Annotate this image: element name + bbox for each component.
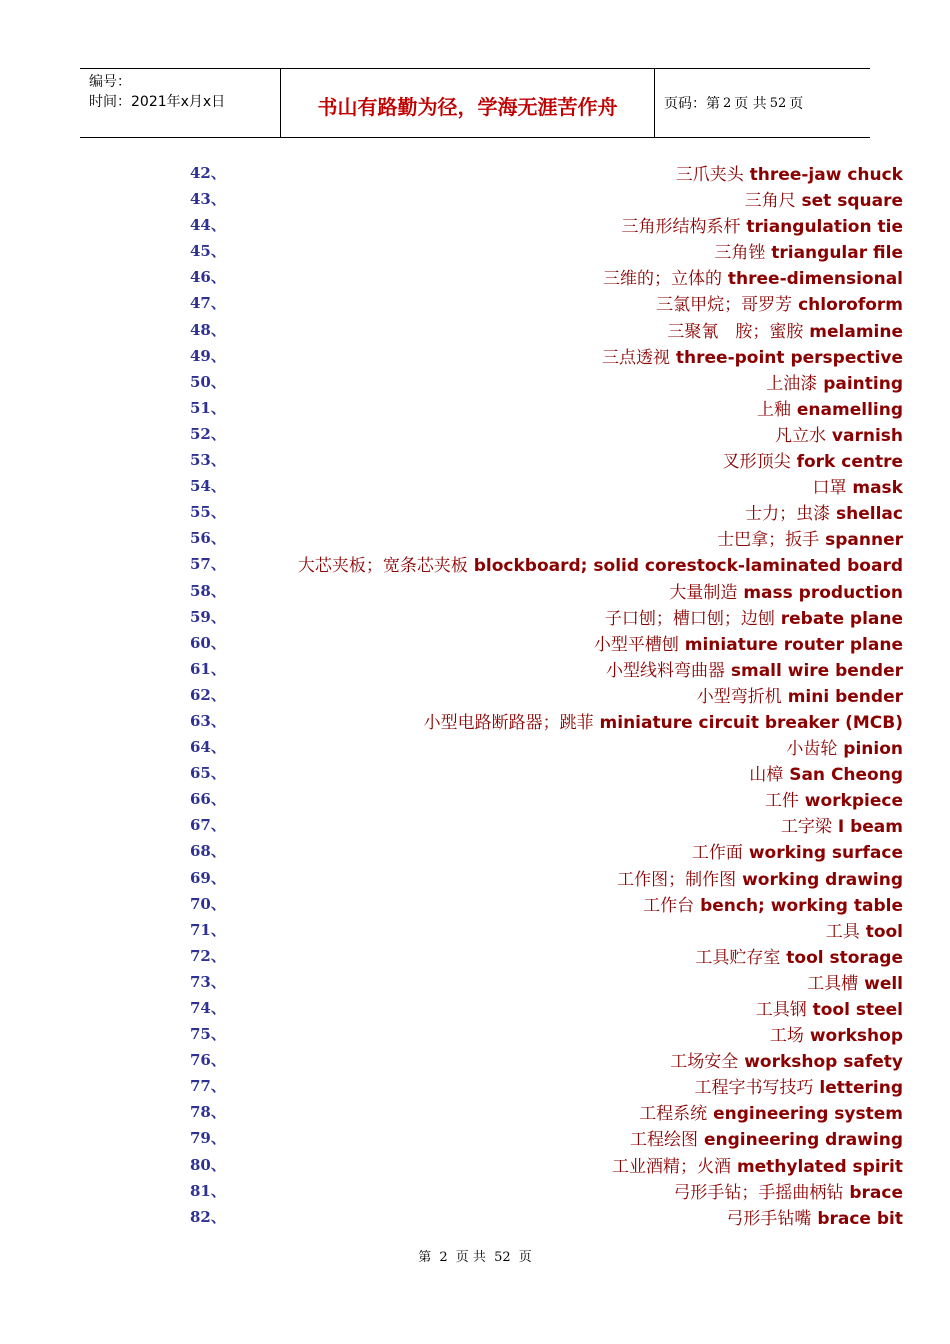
entry-term xyxy=(639,1099,903,1124)
entry-number: 69、 xyxy=(190,868,226,887)
entry-english: methylated spirit xyxy=(736,1156,903,1177)
entry-number: 47、 xyxy=(190,294,226,313)
glossary-entry xyxy=(0,681,950,707)
glossary-entry xyxy=(0,890,950,916)
entry-term xyxy=(630,1125,903,1150)
footer-total: 52 xyxy=(494,1250,511,1265)
entry-english: well xyxy=(864,973,903,994)
page-footer xyxy=(0,1246,950,1265)
footer-current: 2 xyxy=(439,1250,448,1265)
glossary-entry xyxy=(0,498,950,524)
entry-chinese: 三角形结构系杆 xyxy=(621,217,741,238)
glossary-entry xyxy=(0,342,950,368)
entry-term xyxy=(757,395,903,420)
entry-chinese: 三聚氰 胺；蜜胺 xyxy=(667,321,804,342)
entry-term xyxy=(781,812,903,837)
entry-english: tool steel xyxy=(812,1000,903,1020)
entry-english: painting xyxy=(823,373,903,394)
entry-term xyxy=(692,838,903,863)
glossary-entry xyxy=(0,524,950,550)
page-label: 页码：第 xyxy=(664,96,720,112)
glossary-entry xyxy=(0,420,950,446)
entry-number: 56、 xyxy=(190,529,226,548)
entry-term xyxy=(745,186,903,211)
glossary-entry xyxy=(0,211,950,237)
entry-chinese: 工作台 xyxy=(643,895,695,916)
glossary-entry xyxy=(0,1072,950,1098)
glossary-entry xyxy=(0,968,950,994)
glossary-entry xyxy=(0,837,950,863)
time-label: 时间： xyxy=(89,94,131,110)
entry-chinese: 工具钢 xyxy=(755,1000,807,1020)
entry-term xyxy=(673,1178,903,1203)
glossary-entry xyxy=(0,811,950,837)
entry-number: 60、 xyxy=(190,633,226,652)
entry-term xyxy=(656,290,903,315)
glossary-entry xyxy=(0,394,950,420)
entry-chinese: 三角尺 xyxy=(744,191,796,212)
entry-chinese: 叉形顶尖 xyxy=(722,452,791,473)
entry-number: 54、 xyxy=(190,477,226,496)
entry-english: brace xyxy=(849,1182,903,1203)
entry-english: fork centre xyxy=(796,452,903,473)
entry-number: 58、 xyxy=(190,581,226,600)
entry-english: rebate plane xyxy=(780,608,903,629)
glossary-entry xyxy=(0,550,950,576)
entry-chinese: 工具贮存室 xyxy=(695,947,781,968)
entry-number: 79、 xyxy=(190,1129,226,1148)
entry-number: 61、 xyxy=(190,659,226,678)
entry-chinese: 三氯甲烷；哥罗芳 xyxy=(656,295,793,316)
page-header xyxy=(80,68,870,138)
entry-chinese: 小型线料弯曲器 xyxy=(605,660,725,681)
entry-chinese: 工件 xyxy=(764,791,799,812)
entry-english: tool xyxy=(865,921,903,942)
entry-number: 80、 xyxy=(190,1155,226,1174)
entry-number: 48、 xyxy=(190,320,226,339)
entry-term xyxy=(667,317,903,342)
header-page-info xyxy=(655,69,870,137)
entry-english: three-point perspective xyxy=(675,347,903,368)
entry-chinese: 小型电路断路器；跳菲 xyxy=(423,712,594,733)
entry-term xyxy=(676,160,903,185)
entry-term xyxy=(606,656,903,681)
entry-term xyxy=(745,499,903,524)
entry-number: 68、 xyxy=(190,842,226,861)
entry-term xyxy=(695,943,903,968)
page-total: 52 xyxy=(769,95,787,111)
entry-chinese: 弓形手钻；手摇曲柄钻 xyxy=(673,1182,844,1203)
glossary-entry xyxy=(0,263,950,289)
entry-english: San Cheong xyxy=(789,765,903,786)
glossary-entry xyxy=(0,316,950,342)
entry-english: set square xyxy=(801,191,903,212)
entry-english: tool storage xyxy=(786,947,903,968)
entry-english: three-dimensional xyxy=(727,269,903,290)
glossary-entry xyxy=(0,237,950,263)
entry-term xyxy=(694,1073,903,1098)
entry-english: mini bender xyxy=(787,686,903,707)
time-line xyxy=(89,92,280,112)
entry-chinese: 三角锉 xyxy=(714,243,766,264)
entry-english: brace bit xyxy=(817,1208,903,1229)
entry-chinese: 小型平槽刨 xyxy=(593,634,679,655)
entry-term xyxy=(697,682,903,707)
footer-prefix: 第 xyxy=(418,1250,432,1265)
entry-term xyxy=(621,212,903,237)
entry-chinese: 工作图；制作图 xyxy=(617,869,737,890)
glossary-entry xyxy=(0,368,950,394)
glossary-entry xyxy=(0,159,950,185)
entry-chinese: 工字梁 xyxy=(780,817,832,838)
glossary-entry xyxy=(0,1020,950,1046)
entry-term xyxy=(756,995,903,1020)
entry-number: 59、 xyxy=(190,607,226,626)
glossary-entry xyxy=(0,1177,950,1203)
glossary-entry xyxy=(0,1151,950,1177)
entry-number: 73、 xyxy=(190,972,226,991)
entry-chinese: 口罩 xyxy=(812,478,847,499)
glossary-entry xyxy=(0,655,950,681)
entry-number: 46、 xyxy=(190,268,226,287)
glossary-entry xyxy=(0,994,950,1020)
entry-term xyxy=(723,447,903,472)
entry-chinese: 工程字书写技巧 xyxy=(694,1078,814,1099)
entry-chinese: 工作面 xyxy=(691,843,743,864)
entry-term xyxy=(602,343,903,368)
entry-number: 81、 xyxy=(190,1181,226,1200)
entry-english: mask xyxy=(852,478,903,499)
entry-term xyxy=(786,734,903,759)
entry-english: blockboard; solid corestock-laminated board xyxy=(473,556,903,577)
entry-english: shellac xyxy=(836,504,903,525)
entry-number: 55、 xyxy=(190,503,226,522)
entry-number: 67、 xyxy=(190,816,226,835)
entry-chinese: 工具槽 xyxy=(807,973,859,994)
entry-number: 50、 xyxy=(190,372,226,391)
glossary-entry xyxy=(0,785,950,811)
page-mid: 页 共 xyxy=(734,96,767,112)
entry-term xyxy=(714,238,903,263)
entry-term xyxy=(826,917,903,942)
entry-chinese: 士力；虫漆 xyxy=(745,504,831,525)
glossary-entry xyxy=(0,289,950,315)
entry-term xyxy=(617,865,903,890)
glossary-entry xyxy=(0,942,950,968)
entry-term xyxy=(424,708,903,733)
entry-english: I beam xyxy=(837,817,903,838)
entry-english: miniature router plane xyxy=(684,634,903,655)
entry-term xyxy=(812,473,903,498)
entry-chinese: 大芯夹板；宽条芯夹板 xyxy=(297,556,468,577)
entry-number: 53、 xyxy=(190,451,226,470)
entry-number: 66、 xyxy=(190,790,226,809)
page-end: 页 xyxy=(789,96,804,112)
glossary-entry xyxy=(0,1203,950,1229)
entry-term xyxy=(603,264,903,289)
entry-english: workshop safety xyxy=(744,1052,903,1073)
entry-number: 70、 xyxy=(190,894,226,913)
entry-english: small wire bender xyxy=(730,660,903,681)
glossary-entry xyxy=(0,1124,950,1150)
entry-english: enamelling xyxy=(796,399,903,420)
glossary-entry xyxy=(0,916,950,942)
entry-number: 75、 xyxy=(190,1025,226,1044)
glossary-entry xyxy=(0,446,950,472)
entry-number: 43、 xyxy=(190,190,226,209)
entry-chinese: 小型弯折机 xyxy=(696,686,782,707)
header-meta xyxy=(80,69,281,137)
entry-chinese: 子口刨；槽口刨；边刨 xyxy=(604,608,775,629)
entry-number: 49、 xyxy=(190,346,226,365)
glossary-entry xyxy=(0,864,950,890)
glossary-entry xyxy=(0,707,950,733)
entry-english: triangulation tie xyxy=(746,217,903,238)
entry-term xyxy=(669,578,903,603)
glossary-list xyxy=(0,159,950,1229)
number-label: 编号： xyxy=(89,74,131,90)
glossary-entry xyxy=(0,629,950,655)
entry-term xyxy=(594,630,903,655)
glossary-entry xyxy=(0,185,950,211)
entry-number: 52、 xyxy=(190,424,226,443)
footer-mid: 页 共 xyxy=(455,1250,486,1265)
entry-chinese: 工业酒精；火酒 xyxy=(612,1156,732,1177)
entry-chinese: 工场安全 xyxy=(670,1052,739,1073)
entry-number: 74、 xyxy=(190,999,226,1017)
entry-chinese: 工具 xyxy=(825,921,860,942)
glossary-entry xyxy=(0,1098,950,1124)
entry-english: chloroform xyxy=(798,295,903,316)
entry-english: working surface xyxy=(748,843,903,864)
entry-number: 63、 xyxy=(190,711,226,730)
entry-term xyxy=(765,786,903,811)
entry-term xyxy=(770,1021,903,1046)
entry-english: workshop xyxy=(809,1026,903,1047)
entry-number: 76、 xyxy=(190,1051,226,1070)
entry-english: three-jaw chuck xyxy=(749,165,903,185)
entry-chinese: 大量制造 xyxy=(669,582,738,603)
entry-english: miniature circuit breaker (MCB) xyxy=(599,712,903,733)
entry-number: 82、 xyxy=(190,1207,226,1226)
glossary-entry xyxy=(0,759,950,785)
entry-english: melamine xyxy=(809,321,903,342)
entry-english: pinion xyxy=(843,739,903,760)
entry-english: engineering system xyxy=(713,1104,903,1125)
entry-chinese: 山樟 xyxy=(749,765,784,786)
entry-chinese: 三点透视 xyxy=(601,347,670,368)
entry-term xyxy=(605,604,903,629)
entry-term xyxy=(612,1152,903,1177)
entry-number: 64、 xyxy=(190,738,226,757)
entry-number: 62、 xyxy=(190,685,226,704)
entry-english: varnish xyxy=(831,425,903,446)
footer-suffix: 页 xyxy=(518,1250,532,1265)
entry-english: working drawing xyxy=(742,869,903,890)
entry-chinese: 工程绘图 xyxy=(630,1130,699,1151)
entry-term xyxy=(766,369,903,394)
entry-term xyxy=(749,760,903,785)
entry-chinese: 弓形手钻嘴 xyxy=(726,1208,812,1229)
entry-number: 77、 xyxy=(190,1077,226,1096)
page-current: 2 xyxy=(723,95,732,111)
glossary-entry xyxy=(0,733,950,759)
entry-term xyxy=(775,421,903,446)
entry-chinese: 三爪夹头 xyxy=(675,165,744,185)
entry-number: 72、 xyxy=(190,946,226,965)
header-motto: 书山有路勤为径，学海无涯苦作舟 xyxy=(281,69,655,137)
entry-english: engineering drawing xyxy=(703,1130,903,1151)
entry-term xyxy=(670,1047,903,1072)
entry-term xyxy=(298,551,903,576)
glossary-entry xyxy=(0,472,950,498)
entry-chinese: 凡立水 xyxy=(774,425,826,446)
entry-term xyxy=(726,1204,903,1229)
entry-english: mass production xyxy=(743,582,903,603)
entry-chinese: 上釉 xyxy=(756,399,791,420)
entry-english: lettering xyxy=(819,1078,903,1099)
entry-number: 51、 xyxy=(190,398,226,417)
entry-number: 57、 xyxy=(190,555,226,574)
entry-chinese: 上油漆 xyxy=(766,373,818,394)
entry-number: 78、 xyxy=(190,1103,226,1122)
time-value: 2021年x月x日 xyxy=(131,94,226,110)
entry-term xyxy=(643,891,903,916)
entry-number: 65、 xyxy=(190,764,226,783)
glossary-entry xyxy=(0,603,950,629)
entry-chinese: 三维的；立体的 xyxy=(602,269,722,290)
entry-chinese: 工场 xyxy=(769,1026,804,1047)
entry-english: bench; working table xyxy=(700,895,903,916)
entry-chinese: 士巴拿；扳手 xyxy=(717,530,820,551)
entry-number: 44、 xyxy=(190,216,226,235)
entry-number: 42、 xyxy=(190,164,226,182)
glossary-entry xyxy=(0,1046,950,1072)
glossary-entry xyxy=(0,577,950,603)
entry-term xyxy=(807,969,903,994)
entry-english: workpiece xyxy=(804,791,903,812)
entry-english: triangular file xyxy=(771,243,903,264)
entry-number: 71、 xyxy=(190,920,226,939)
entry-chinese: 工程系统 xyxy=(639,1104,708,1125)
entry-number: 45、 xyxy=(190,242,226,261)
entry-chinese: 小齿轮 xyxy=(786,739,838,760)
entry-term xyxy=(717,525,903,550)
entry-english: spanner xyxy=(825,530,903,551)
